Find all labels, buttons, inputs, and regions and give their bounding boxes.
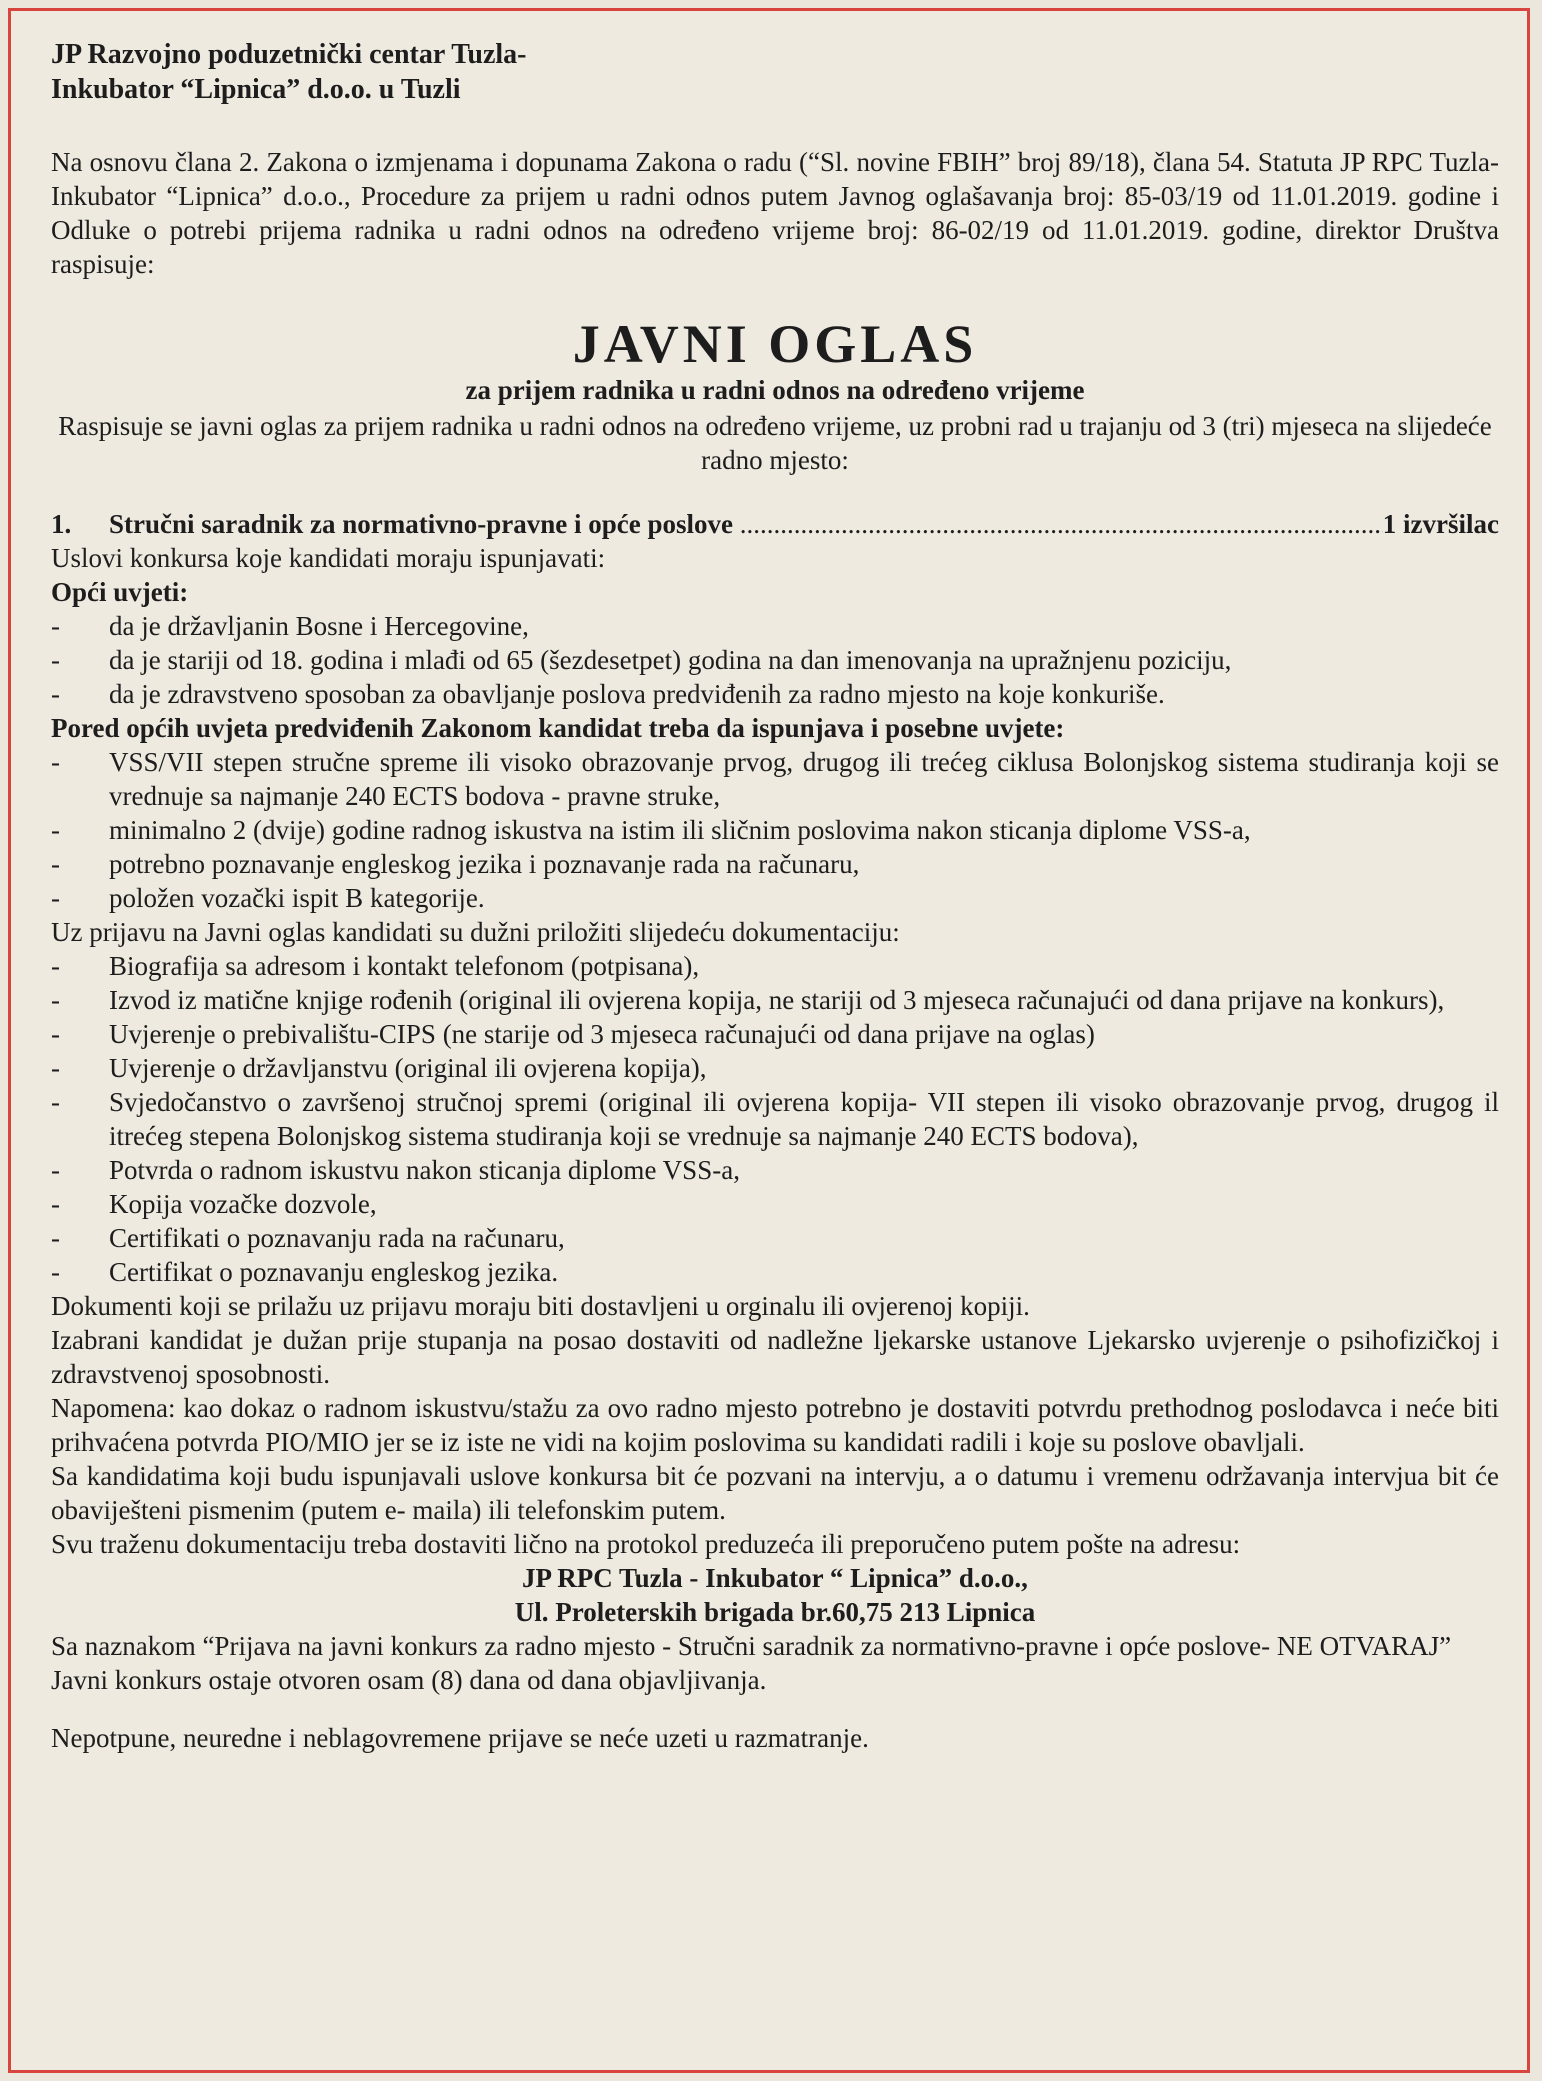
envelope-label-note: Sa naznakom “Prijava na javni konkurs za radno mjesto - Stručni saradnik za normativno-pravne i opće poslove- NE OTVARAJ” xyxy=(51,1631,1452,1661)
organization-line-2: Inkubator “Lipnica” d.o.o. u Tuzli xyxy=(51,74,461,105)
special-conditions-heading: Pored općih uvjeta predviđenih Zakonom kandidat treba da ispunjava i posebne uvjete: xyxy=(51,713,1065,743)
documents-format-note: Dokumenti koji se prilažu uz prijavu moraju biti dostavljeni u orginalu ili ovjerenoj kopiji. xyxy=(51,1291,1030,1321)
ad-content xyxy=(51,37,1499,1755)
conditions-intro: Uslovi konkursa koje kandidati moraju ispunjavati: xyxy=(51,543,606,573)
medical-certificate-note: Izabrani kandidat je dužan prije stupanja na posao dostaviti od nadležne ljekarske ustanove Ljekarsko uvjerenje o psihofizičkoj i zdravstvenoj sposobnosti. xyxy=(51,1325,1499,1389)
interview-note: Sa kandidatima koji budu ispunjavali uslove konkursa bit će pozvani na intervju, a o datumu i vremenu održavanja intervjua bit će obaviješteni pismenim (putem e- maila) ili telefonskim putem. xyxy=(51,1461,1499,1525)
page-subtitle: za prijem radnika u radni odnos na određeno vrijeme xyxy=(465,375,1085,405)
organization-name xyxy=(51,37,1499,107)
experience-note: Napomena: kao dokaz o radnom iskustvu/stažu za ovo radno mjesto potrebno je dostaviti potvrdu prethodnog poslodavca i neće biti prihvaćena potvrda PIO/MIO jer se iz iste ne vidi na kojim poslovima su kandidati radili i koje su poslove obavljali. xyxy=(51,1393,1499,1457)
submission-note: Svu traženu dokumentaciju treba dostaviti lično na protokol preduzeća ili preporučeno putem pošte na adresu: xyxy=(51,1529,1241,1559)
list-item: - Kopija vozačke dozvole, xyxy=(51,1189,377,1219)
address-line-1: JP RPC Tuzla - Inkubator “ Lipnica” d.o.o., xyxy=(522,1563,1028,1593)
documents-list xyxy=(51,949,1499,1289)
list-item: - minimalno 2 (dvije) godine radnog iskustva na istim ili sličnim poslovima nakon sticanja diplome VSS-a, xyxy=(51,815,1251,845)
list-item: - VSS/VII stepen stručne spreme ili visoko obrazovanje prvog, drugog ili trećeg ciklusa Bolonjskog sistema studiranja koji se vrednuje sa najmanje 240 ECTS bodova - pravne struke, xyxy=(51,747,1499,811)
page-title: JAVNI OGLAS xyxy=(572,314,978,374)
lead-paragraph: Raspisuje se javni oglas za prijem radnika u radni odnos na određeno vrijeme, uz probni rad u trajanju od 3 (tri) mjeseca na slijedeće radno mjesto: xyxy=(58,411,1492,475)
position-row xyxy=(51,507,1499,541)
address-line-2: Ul. Proleterskih brigada br.60,75 213 Lipnica xyxy=(514,1597,1036,1627)
list-item: - Biografija sa adresom i kontakt telefonom (potpisana), xyxy=(51,951,700,981)
list-item: - Certifikat o poznavanju engleskog jezika. xyxy=(51,1257,559,1287)
general-conditions-heading: Opći uvjeti: xyxy=(51,577,189,607)
intro-paragraph: Na osnovu člana 2. Zakona o izmjenama i dopunama Zakona o radu (“Sl. novine FBIH” broj 89/18), člana 54. Statuta JP RPC Tuzla-Inkubator “Lipnica” d.o.o., Procedure za prijem u radni odnos putem Javnog oglašavanja broj: 85-03/19 od 11.01.2019. godine i Odluke o potrebi prijema radnika u radni odnos na određeno vrijeme broj: 86-02/19 od 11.01.2019. godine, direktor Društva raspisuje: xyxy=(51,147,1499,279)
list-item: - da je državljanin Bosne i Hercegovine, xyxy=(51,611,529,641)
position-name: Stručni saradnik za normativno-pravne i opće poslove xyxy=(109,509,734,539)
ad-frame xyxy=(8,8,1530,2073)
list-item: - potrebno poznavanje engleskog jezika i poznavanje rada na računaru, xyxy=(51,849,860,879)
position-number: 1. xyxy=(51,509,72,539)
position-name-leader xyxy=(109,507,1383,541)
list-item: - Certifikati o poznavanju rada na računaru, xyxy=(51,1223,565,1253)
list-item: - da je zdravstveno sposoban za obavljanje poslova predviđenih za radno mjesto na koje konkuriše. xyxy=(51,679,1165,709)
list-item: - Izvod iz matične knjige rođenih (original ili ovjerena kopija, ne stariji od 3 mjeseca računajući od dana prijave na konkurs), xyxy=(51,985,1445,1015)
organization-line-1: JP Razvojno poduzetnički centar Tuzla- xyxy=(51,39,527,70)
list-item: - Uvjerenje o državljanstvu (original ili ovjerena kopija), xyxy=(51,1053,707,1083)
list-item: - Potvrda o radnom iskustvu nakon sticanja diplome VSS-a, xyxy=(51,1155,740,1185)
address-block xyxy=(51,1561,1499,1629)
duration-note: Javni konkurs ostaje otvoren osam (8) dana od dana objavljivanja. xyxy=(51,1665,767,1695)
list-item: - da je stariji od 18. godina i mlađi od 65 (šezdesetpet) godina na dan imenovanja na upražnjenu poziciju, xyxy=(51,645,1232,675)
special-conditions-list xyxy=(51,745,1499,915)
documents-intro: Uz prijavu na Javni oglas kandidati su dužni priložiti slijedeću dokumentaciju: xyxy=(51,917,900,947)
list-item: - Svjedočanstvo o završenoj stručnoj spremi (original ili ovjerena kopija- VII stepen ili visoko obrazovanje prvog, drugog il itrećeg stepena Bolonjskog sistema studiranja koji se vrednuje sa najmanje 240 ECTS bodova), xyxy=(51,1087,1499,1151)
position-executors: 1 izvršilac xyxy=(1382,509,1499,539)
general-conditions-list xyxy=(51,609,1499,711)
closing-note: Nepotpune, neuredne i neblagovremene prijave se neće uzeti u razmatranje. xyxy=(51,1723,869,1753)
list-item: - položen vozački ispit B kategorije. xyxy=(51,883,485,913)
list-item: - Uvjerenje o prebivalištu-CIPS (ne starije od 3 mjeseca računajući od dana prijave na oglas) xyxy=(51,1019,1095,1049)
